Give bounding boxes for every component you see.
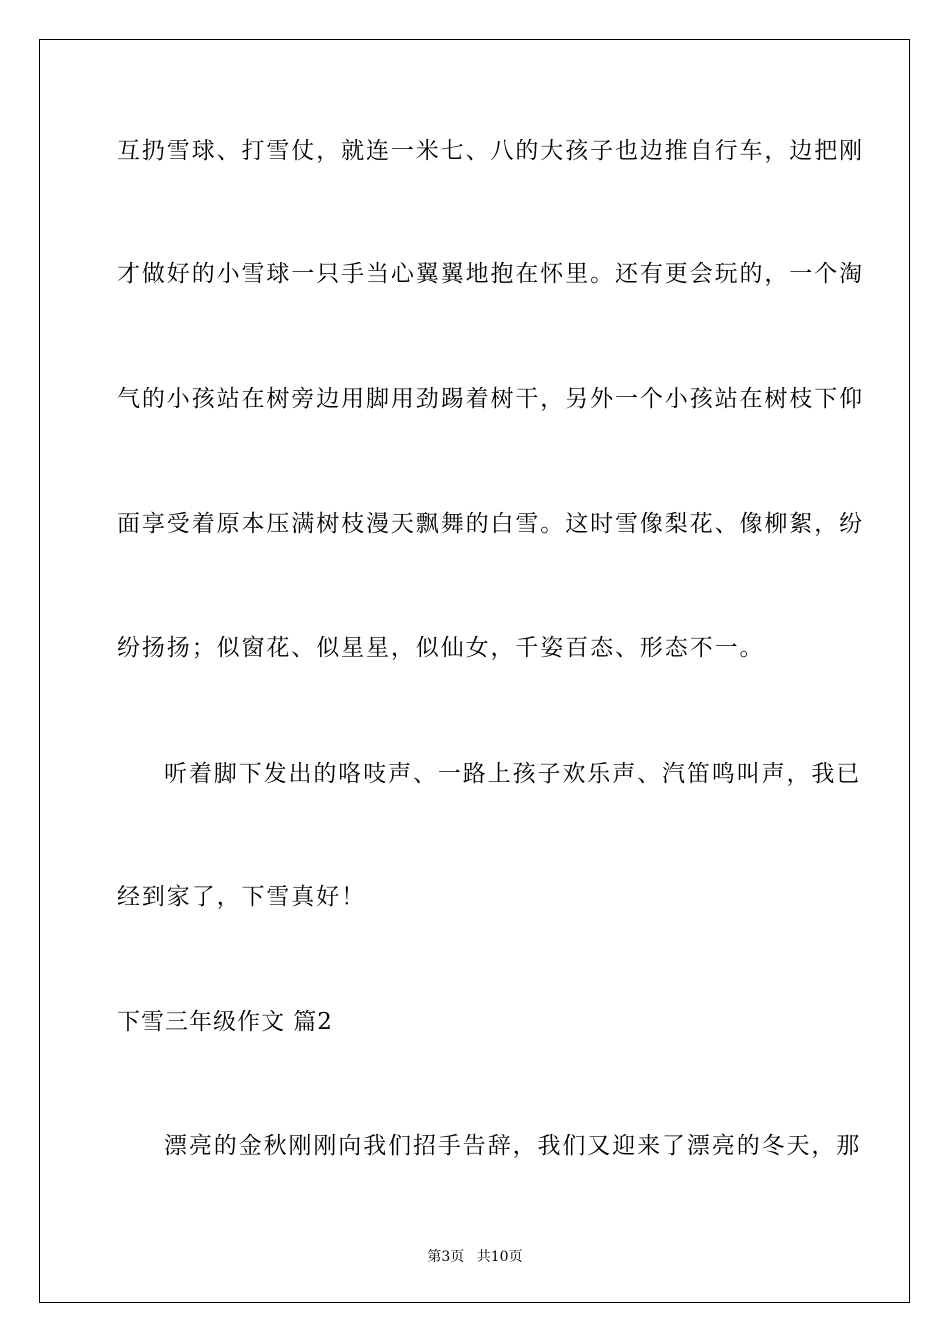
text-line: 纷扬扬；似窗花、似星星，似仙女，千姿百态、形态不一。 (117, 635, 765, 661)
page-border (39, 39, 910, 1303)
text-line: 经到家了，下雪真好！ (117, 884, 366, 910)
text-line: 互扔雪球、打雪仗，就连一米七、八的大孩子也边推自行车，边把刚 (117, 138, 864, 164)
section-heading: 下雪三年级作文 篇2 (117, 1009, 333, 1035)
page-total: 共10页 (476, 1249, 523, 1265)
text-line: 听着脚下发出的咯吱声、一路上孩子欢乐声、汽笛鸣叫声，我已 (164, 761, 862, 787)
text-line: 才做好的小雪球一只手当心翼翼地抱在怀里。还有更会玩的，一个淘 (117, 261, 864, 287)
page-number: 第3页 (427, 1249, 465, 1265)
text-line: 面享受着原本压满树枝漫天飘舞的白雪。这时雪像梨花、像柳絮，纷 (117, 511, 864, 537)
page-footer (0, 1249, 950, 1265)
text-line: 漂亮的金秋刚刚向我们招手告辞，我们又迎来了漂亮的冬天，那 (164, 1133, 862, 1159)
text-line: 气的小孩站在树旁边用脚用劲踢着树干，另外一个小孩站在树枝下仰 (117, 386, 864, 412)
